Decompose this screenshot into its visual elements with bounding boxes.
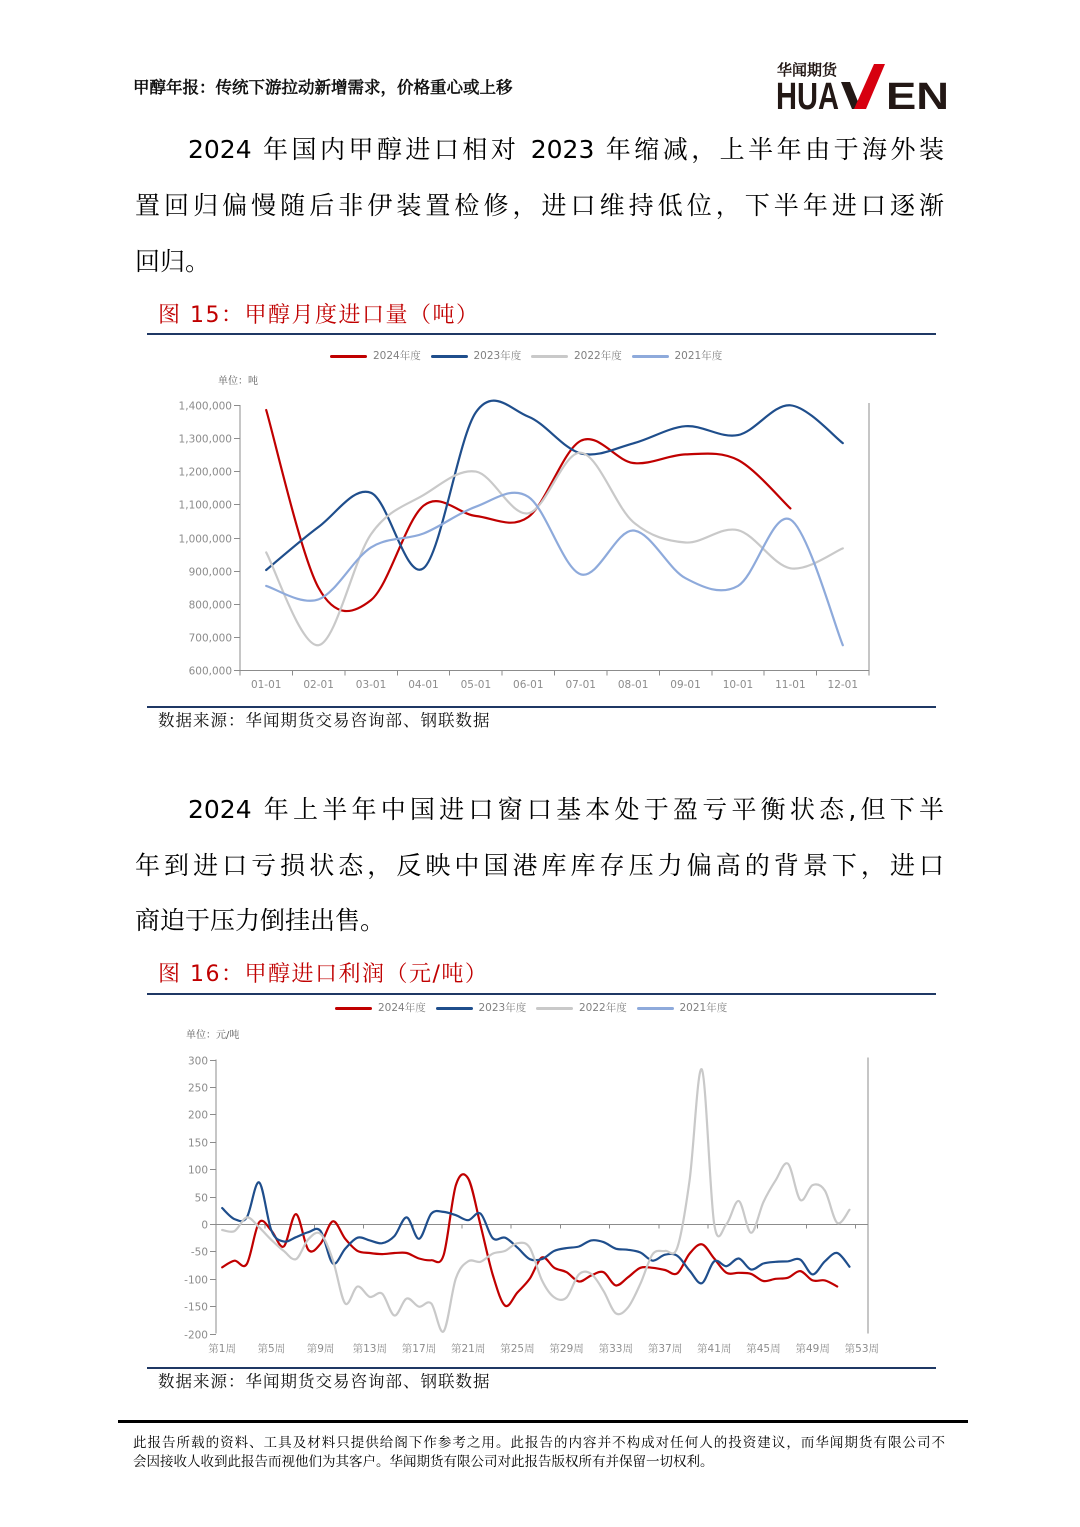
paragraph-1-line-2: 置回归偏慢随后非伊装置检修，进口维持低位，下半年进口逐渐 <box>135 191 944 220</box>
figure-15-title: 图 15：甲醇月度进口量（吨） <box>158 303 480 328</box>
legend-item-2023 <box>436 1002 537 1014</box>
disclaimer-line-1: 此报告所载的资料、工具及材料只提供给阁下作参考之用。此报告的内容并不构成对任何人的投资建议，而华闻期货有限公司不 <box>133 1435 945 1451</box>
y-tick-label: 100 <box>187 1164 208 1177</box>
legend-item-2024 <box>330 350 431 362</box>
x-tick-label: 01-01 <box>250 679 282 691</box>
x-tick-label: 05-01 <box>460 679 492 691</box>
figure-15-bottom-rule <box>147 706 936 708</box>
figure-15-unit-label: 单位：吨 <box>218 376 258 387</box>
y-tick-label: 1,300,000 <box>178 433 232 446</box>
y-tick-label: 150 <box>187 1137 208 1150</box>
y-tick-label: -150 <box>184 1301 208 1314</box>
legend-swatch-2023 <box>431 355 468 358</box>
y-tick-label: 1,100,000 <box>178 499 232 512</box>
y-tick-label: -100 <box>184 1274 208 1287</box>
legend-swatch-2022 <box>536 1007 573 1010</box>
y-tick-label: 1,200,000 <box>178 466 232 479</box>
import-profit-line-chart <box>150 1048 890 1363</box>
y-tick-label: 1,400,000 <box>178 400 232 413</box>
figure-15-legend <box>330 350 732 362</box>
y-tick-label: -50 <box>190 1246 208 1259</box>
paragraph-2-line-3: 商迫于压力倒挂出售。 <box>135 906 386 935</box>
legend-item-2022 <box>531 350 632 362</box>
legend-label-2023: 2023年度 <box>473 350 522 362</box>
legend-item-2024 <box>335 1002 436 1014</box>
import-volume-line-chart <box>150 395 890 700</box>
x-tick-label: 11-01 <box>775 679 806 691</box>
x-tick-label: 第45周 <box>746 1343 781 1355</box>
x-tick-label: 第17周 <box>401 1343 437 1355</box>
figure-16-bottom-rule <box>147 1367 936 1369</box>
y-tick-label: 250 <box>187 1082 208 1095</box>
legend-swatch-2021 <box>632 355 669 358</box>
series-line-2024年度 <box>266 410 790 611</box>
x-tick-label: 第37周 <box>647 1343 683 1355</box>
y-tick-label: -200 <box>184 1329 208 1342</box>
paragraph-2-line-1: 2024 年上半年中国进口窗口基本处于盈亏平衡状态,但下半 <box>188 795 944 824</box>
legend-label-2023: 2023年度 <box>478 1002 527 1014</box>
x-tick-label: 第49周 <box>795 1343 830 1355</box>
series-line-2024年度 <box>222 1174 837 1306</box>
footer-rule <box>118 1420 968 1423</box>
legend-item-2021 <box>632 350 733 362</box>
legend-label-2021: 2021年度 <box>674 350 723 362</box>
x-tick-label: 第9周 <box>306 1343 335 1355</box>
figure-16-legend <box>335 1002 737 1014</box>
legend-item-2022 <box>536 1002 637 1014</box>
x-tick-label: 06-01 <box>513 679 544 691</box>
series-line-2022年度 <box>222 1069 849 1332</box>
logo-cn-text: 华闻期货 <box>777 61 838 79</box>
x-tick-label: 第13周 <box>352 1343 387 1355</box>
x-tick-label: 07-01 <box>565 679 596 691</box>
y-tick-label: 800,000 <box>188 599 232 612</box>
x-tick-label: 第53周 <box>844 1343 880 1355</box>
x-tick-label: 02-01 <box>303 679 334 691</box>
legend-label-2021: 2021年度 <box>679 1002 728 1014</box>
figure-15-top-rule <box>147 333 936 335</box>
y-tick-label: 0 <box>201 1219 208 1232</box>
x-tick-label: 03-01 <box>355 679 387 691</box>
y-tick-label: 300 <box>187 1055 208 1068</box>
legend-label-2024: 2024年度 <box>378 1002 426 1014</box>
legend-item-2023 <box>431 350 532 362</box>
y-tick-label: 600,000 <box>188 665 232 678</box>
legend-swatch-2022 <box>531 355 568 358</box>
legend-swatch-2023 <box>436 1007 473 1010</box>
logo-en-left: HUA <box>776 76 839 112</box>
figure-16-top-rule <box>147 993 936 995</box>
logo-en-right: EN <box>886 76 949 112</box>
legend-label-2022: 2022年度 <box>579 1002 627 1014</box>
legend-label-2024: 2024年度 <box>373 350 421 362</box>
series-line-2022年度 <box>266 453 843 646</box>
series-line-2021年度 <box>266 493 843 645</box>
x-tick-label: 第29周 <box>549 1343 584 1355</box>
paragraph-2-line-2: 年到进口亏损状态，反映中国港库库存压力偏高的背景下，进口 <box>135 851 944 880</box>
legend-label-2022: 2022年度 <box>574 350 622 362</box>
logo-graphic <box>776 58 956 112</box>
report-header-title: 甲醇年报：传统下游拉动新增需求，价格重心或上移 <box>133 78 513 97</box>
x-tick-label: 08-01 <box>617 679 649 691</box>
y-tick-label: 50 <box>194 1192 208 1205</box>
y-tick-label: 900,000 <box>188 566 232 579</box>
figure-16-unit-label: 单位：元/吨 <box>186 1030 240 1041</box>
series-line-2023年度 <box>266 401 843 570</box>
legend-item-2021 <box>637 1002 738 1014</box>
y-tick-label: 1,000,000 <box>178 533 232 546</box>
disclaimer-line-2: 会因接收人收到此报告而视他们为其客户。华闻期货有限公司对此报告版权所有并保留一切权利。 <box>133 1454 714 1470</box>
paragraph-1-line-1: 2024 年国内甲醇进口相对 2023 年缩减，上半年由于海外装 <box>188 135 944 164</box>
figure-16-source: 数据来源：华闻期货交易咨询部、钢联数据 <box>158 1372 491 1391</box>
x-tick-label: 第41周 <box>697 1343 732 1355</box>
x-tick-label: 12-01 <box>827 679 859 691</box>
x-tick-label: 第33周 <box>598 1343 633 1355</box>
x-tick-label: 第25周 <box>500 1343 535 1355</box>
x-tick-label: 09-01 <box>670 679 701 691</box>
y-tick-label: 200 <box>187 1109 208 1122</box>
x-tick-label: 第5周 <box>257 1343 286 1355</box>
legend-swatch-2024 <box>335 1007 372 1010</box>
legend-swatch-2024 <box>330 355 367 358</box>
figure-15-source: 数据来源：华闻期货交易咨询部、钢联数据 <box>158 711 491 730</box>
huawen-logo <box>776 58 956 112</box>
x-tick-label: 04-01 <box>408 679 439 691</box>
legend-swatch-2021 <box>637 1007 674 1010</box>
figure-16-title: 图 16：甲醇进口利润（元/吨） <box>158 962 489 987</box>
x-tick-label: 第21周 <box>451 1343 486 1355</box>
y-tick-label: 700,000 <box>188 632 232 645</box>
logo-w-red-stroke-icon <box>854 64 885 109</box>
x-tick-label: 第1周 <box>208 1343 236 1355</box>
paragraph-1-line-3: 回归。 <box>135 247 211 276</box>
x-tick-label: 10-01 <box>722 679 754 691</box>
